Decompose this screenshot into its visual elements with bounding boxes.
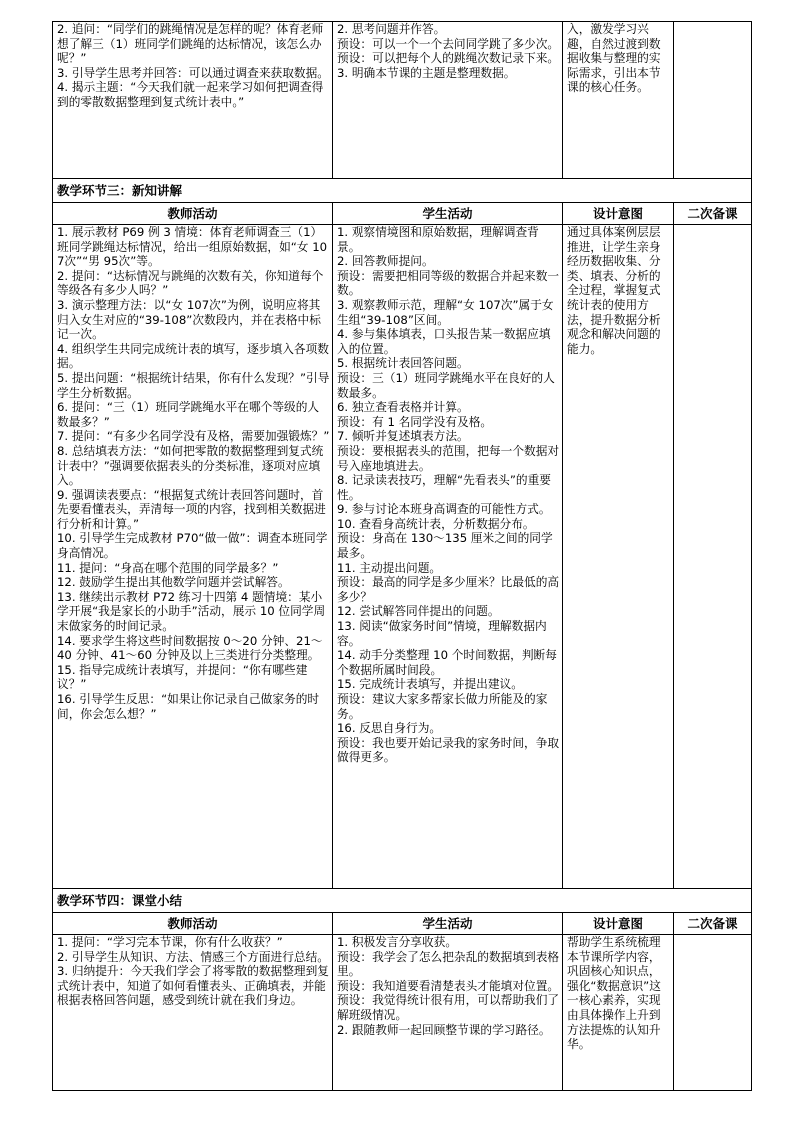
header-design: 设计意图 <box>563 203 674 225</box>
section3-teacher-cell <box>53 225 333 889</box>
cell-line: 4. 组织学生共同完成统计表的填写，逐步填入各项数据。 <box>57 341 329 371</box>
cell-line: 6. 独立查看表格并计算。 <box>337 400 469 415</box>
cell-line: 2. 思考问题并作答。 <box>337 22 446 36</box>
header-secondary-2: 二次备课 <box>674 913 752 935</box>
section4-student-cell <box>333 935 563 1091</box>
cell-line: 8. 记录读表技巧，理解“先看表头”的重要性。 <box>337 473 551 502</box>
cell-line: 7. 提问：“有多少名同学没有及格，需要加强锻炼？” <box>57 429 330 444</box>
section3-header-row <box>53 203 752 225</box>
cell-line: 预设：我知道要看清楚表头才能填对位置。 <box>337 978 560 993</box>
header-student-2: 学生活动 <box>333 913 563 935</box>
block0-design-cell <box>563 22 674 179</box>
cell-line: 预设：需要把相同等级的数据合并起来数一数。 <box>337 268 560 298</box>
section3-student-cell <box>333 225 563 889</box>
lesson-plan-table <box>52 21 752 1091</box>
cell-line: 1. 展示教材 P69 例 3 情境：体育老师调查三（1）班同学跳绳达标情况，给出一组原始数据，如“女 107次”“男 95次”等。 <box>57 225 328 269</box>
cell-line: 8. 总结填表方法：“如何把零散的数据整理到复式统计表中？”强调要依据表头的分类标准，逐项对应填入。 <box>57 443 324 488</box>
cell-line: 7. 倾听并复述填表方法。 <box>337 429 469 444</box>
header-teacher-2: 教师活动 <box>53 913 333 935</box>
cell-line: 帮助学生系统梳理本节课所学内容，巩固核心知识点，强化“数据意识”这一核心素养，实现由具体操作上升到方法提炼的认知升华。 <box>567 935 661 1052</box>
cell-line: 4. 参与集体填表，口头报告某一数据应填入的位置。 <box>337 327 551 356</box>
section4-teacher-cell <box>53 935 333 1091</box>
cell-line: 通过具体案例层层推进，让学生亲身经历数据收集、分类、填表、分析的全过程，掌握复式统计表的使用方法，提升数据分析观念和解决问题的能力。 <box>567 225 661 356</box>
section3-title: 教学环节三：新知讲解 <box>53 179 752 203</box>
cell-line: 预设：我学会了怎么把杂乱的数据填到表格里。 <box>337 949 560 979</box>
section4-content-row <box>53 935 752 1091</box>
header-secondary: 二次备课 <box>674 203 752 225</box>
cell-line: 2. 提问：“达标情况与跳绳的次数有关，你知道每个等级各有多少人吗？” <box>57 268 324 298</box>
header-design-2: 设计意图 <box>563 913 674 935</box>
section4-secondary-cell <box>674 935 752 1091</box>
cell-line: 15. 指导完成统计表填写，并提问：“你有哪些建议？” <box>57 662 308 692</box>
cell-line: 3. 归纳提升：今天我们学会了将零散的数据整理到复式统计表中，知道了如何看懂表头、正确填表，并能根据表格回答问题，感受到统计就在我们身边。 <box>57 964 329 1008</box>
cell-line: 5. 提出问题：“根据统计结果，你有什么发现？”引导学生分析数据。 <box>57 370 330 400</box>
header-student: 学生活动 <box>333 203 563 225</box>
header-teacher: 教师活动 <box>53 203 333 225</box>
section4-design-cell <box>563 935 674 1091</box>
cell-line: 5. 根据统计表回答问题。 <box>337 356 469 371</box>
cell-line: 预设：我也要开始记录我的家务时间，争取做得更多。 <box>337 735 560 765</box>
cell-line: 预设：可以把每个人的跳绳次数记录下来。 <box>337 51 560 66</box>
cell-line: 3. 引导学生思考并回答：可以通过调查来获取数据。 <box>57 65 329 80</box>
cell-line: 9. 强调读表要点：“根据复式统计表回答问题时，首先要看懂表头，弄清每一项的内容，找到相关数据进行分析和计算。” <box>57 487 326 531</box>
cell-line: 13. 继续出示教材 P72 练习十四第 4 题情境：某小学开展“我是家长的小助手”活动，展示 10 位同学周末做家务的时间记录。 <box>57 589 326 634</box>
cell-line: 1. 积极发言分享收获。 <box>337 935 458 949</box>
cell-line: 4. 揭示主题：“今天我们就一起来学习如何把调查得到的零散数据整理到复式统计表中。” <box>57 80 324 109</box>
cell-line: 2. 回答教师提问。 <box>337 254 434 269</box>
cell-line: 14. 动手分类整理 10 个时间数据，判断每个数据所属时间段。 <box>337 648 557 677</box>
cell-line: 1. 观察情境图和原始数据，理解调查背景。 <box>337 225 539 254</box>
cell-line: 2. 追问：“同学们的跳绳情况是怎样的呢？体育老师想了解三（1）班同学们跳绳的达标情况，该怎么办呢？” <box>57 22 324 66</box>
cell-line: 12. 鼓励学生提出其他数学问题并尝试解答。 <box>57 575 290 590</box>
cell-line: 14. 要求学生将这些时间数据按 0～20 分钟、21～40 分钟、41～60 分钟及以上三类进行分类整理。 <box>57 633 323 663</box>
cell-line: 3. 明确本节课的主题是整理数据。 <box>337 65 516 80</box>
cell-line: 预设：最高的同学是多少厘米？比最低的高多少？ <box>337 575 560 604</box>
cell-line: 1. 提问：“学习完本节课，你有什么收获？” <box>57 935 283 949</box>
cell-line: 16. 引导学生反思：“如果让你记录自己做家务的时间，你会怎么想？” <box>57 692 320 721</box>
section3-design-cell <box>563 225 674 889</box>
section4-title-row <box>53 889 752 913</box>
cell-line: 12. 尝试解答同伴提出的问题。 <box>337 604 500 619</box>
cell-line: 预设：我觉得统计很有用，可以帮助我们了解班级情况。 <box>337 993 560 1022</box>
cell-line: 6. 提问：“三（1）班同学跳绳水平在哪个等级的人数最多？” <box>57 400 320 429</box>
cell-line: 10. 查看身高统计表，分析数据分布。 <box>337 516 535 531</box>
section3-secondary-cell <box>674 225 752 889</box>
section4-header-row <box>53 913 752 935</box>
cell-line: 11. 主动提出问题。 <box>337 560 442 575</box>
cell-line: 预设：三（1）班同学跳绳水平在良好的人数最多。 <box>337 370 555 400</box>
cell-line: 2. 引导学生从知识、方法、情感三个方面进行总结。 <box>57 949 329 964</box>
block0-row <box>53 22 752 179</box>
cell-line: 9. 参与讨论本班身高调查的可能性方式。 <box>337 502 551 517</box>
cell-line: 预设：可以一个一个去问同学跳了多少次。 <box>337 36 560 51</box>
cell-line: 预设：建议大家多帮家长做力所能及的家务。 <box>337 692 548 721</box>
section4-title: 教学环节四：课堂小结 <box>53 889 752 913</box>
cell-line: 预设：身高在 130～135 厘米之间的同学最多。 <box>337 531 553 561</box>
cell-line: 11. 提问：“身高在哪个范围的同学最多？” <box>57 560 279 575</box>
cell-line: 预设：要根据表头的范围，把每一个数据对号入座地填进去。 <box>337 443 560 473</box>
block0-teacher-cell <box>53 22 333 179</box>
cell-line: 13. 阅读“做家务时间”情境，理解数据内容。 <box>337 619 547 648</box>
cell-line: 2. 跟随教师一起回顾整节课的学习路径。 <box>337 1022 551 1037</box>
cell-line: 15. 完成统计表填写，并提出建议。 <box>337 677 523 692</box>
section3-content-row <box>53 225 752 889</box>
cell-line: 10. 引导学生完成教材 P70“做一做”：调查本班同学身高情况。 <box>57 531 328 561</box>
cell-line: 预设：有 1 名同学没有及格。 <box>337 414 493 429</box>
cell-line: 3. 观察教师示范，理解“女 107次”属于女生组“39-108”区间。 <box>337 297 554 327</box>
cell-line: 3. 演示整理方法：以“女 107次”为例，说明应将其归入女生对应的“39-108”次数段内，并在表格中标记一次。 <box>57 297 321 342</box>
block0-student-cell <box>333 22 563 179</box>
cell-line: 入，激发学习兴趣，自然过渡到数据收集与整理的实际需求，引出本节课的核心任务。 <box>567 22 661 95</box>
section3-title-row <box>53 179 752 203</box>
block0-secondary-cell <box>674 22 752 179</box>
cell-line: 16. 反思自身行为。 <box>337 721 442 736</box>
